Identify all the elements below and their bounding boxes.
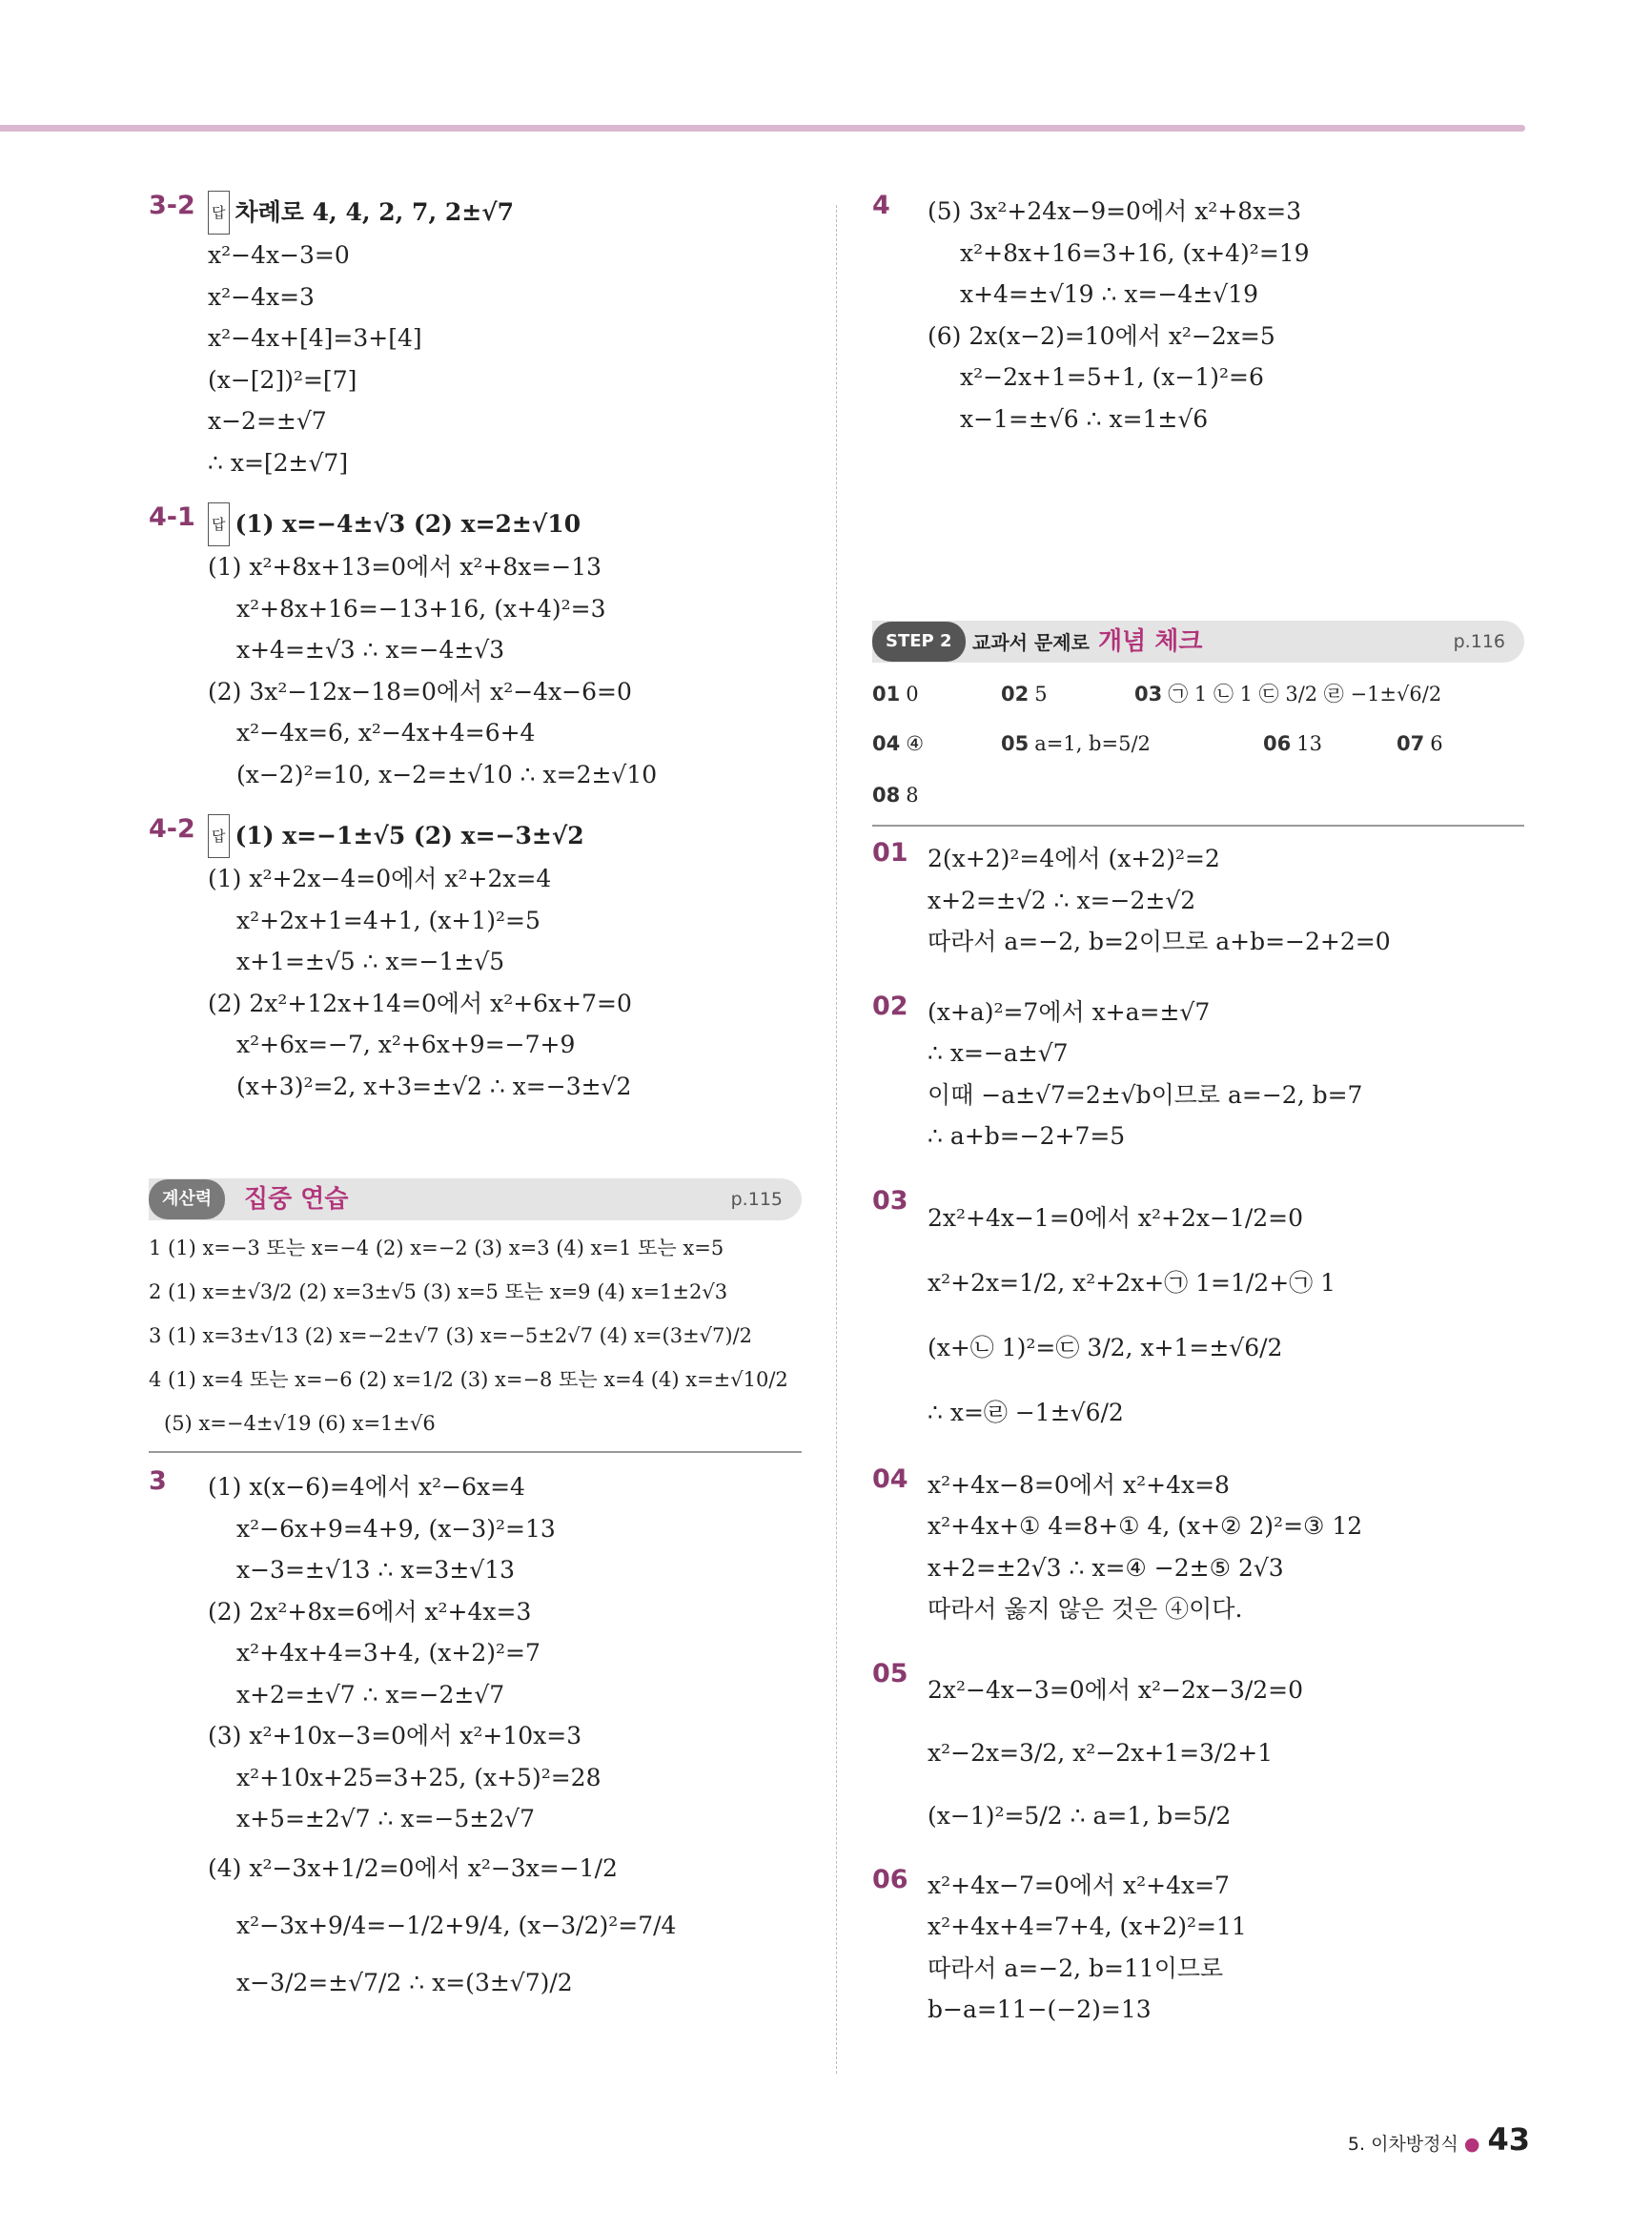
- solution-line: x²−6x+9=4+9, (x−3)²=13: [236, 1514, 556, 1543]
- solution-line: x²+6x=−7, x²+6x+9=−7+9: [236, 1031, 576, 1058]
- solution-line: (2) 3x²−12x−18=0에서 x²−4x−6=0: [208, 677, 632, 706]
- drill-row: 2 (1) x=±√3/2 (2) x=3±√5 (3) x=5 또는 x=9 (4) x=1±2√3: [149, 1280, 728, 1303]
- problem-number: 3-2: [149, 191, 195, 220]
- solution-number: 01: [872, 838, 908, 868]
- solution-line: (6) 2x(x−2)=10에서 x²−2x=5: [928, 321, 1275, 350]
- solution-line: 따라서 a=−2, b=2이므로 a+b=−2+2=0: [928, 928, 1391, 955]
- left-column: [149, 191, 802, 2012]
- solution-line: (x−1)²=5/2 ∴ a=1, b=5/2: [928, 1801, 1232, 1830]
- column-divider: [836, 205, 837, 2074]
- section-header-practice: [149, 1178, 802, 1220]
- answer-03: 03 ㉠ 1 ㉡ 1 ㉢ 3/2 ㉣ −1±√6/2: [1134, 683, 1442, 706]
- solution-line: x²−4x=6, x²−4x+4=6+4: [236, 719, 536, 747]
- answer-text: (1) x=−1±√5 (2) x=−3±√2: [235, 822, 584, 849]
- problem-4-1: [149, 502, 802, 795]
- solution-line: x²+10x+25=3+25, (x+5)²=28: [236, 1763, 602, 1791]
- solution-line: x²−4x=3: [208, 282, 315, 311]
- solution-number: 06: [872, 1864, 908, 1894]
- answer-08: 08 8: [872, 784, 919, 807]
- solution-04: [872, 1464, 1524, 1630]
- drill-row: 3 (1) x=3±√13 (2) x=−2±√7 (3) x=−5±2√7 (4) x=(3±√7)/2: [149, 1324, 753, 1347]
- problem-number: 4-2: [149, 814, 195, 844]
- drill-answers: [149, 1226, 802, 1445]
- solution-line: 이때 −a±√7=2±√b이므로 a=−2, b=7: [928, 1080, 1363, 1109]
- solution-line: x²−2x+1=5+1, (x−1)²=6: [960, 363, 1264, 391]
- solution-line: (x+3)²=2, x+3=±√2 ∴ x=−3±√2: [236, 1072, 632, 1100]
- answer-07: 07 6: [1397, 732, 1443, 755]
- section-title-main: 개념 체크: [1097, 627, 1203, 656]
- solution-line: x+1=±√5 ∴ x=−1±√5: [236, 948, 505, 975]
- solution-line: x²+4x−8=0에서 x²+4x=8: [928, 1470, 1230, 1499]
- step-badge: STEP 2: [872, 622, 966, 662]
- problem-number: 4-1: [149, 502, 195, 532]
- solution-line: x+4=±√3 ∴ x=−4±√3: [236, 636, 505, 664]
- solution-line: (x−2)²=10, x−2=±√10 ∴ x=2±√10: [236, 760, 658, 788]
- quick-answers: [872, 672, 1524, 825]
- solution-line: b−a=11−(−2)=13: [928, 1995, 1152, 2023]
- solution-line: (x+a)²=7에서 x+a=±√7: [928, 997, 1211, 1026]
- solution-line: x²+4x+① 4=8+① 4, (x+② 2)²=③ 12: [928, 1512, 1363, 1540]
- solution-line: x+5=±2√7 ∴ x=−5±2√7: [236, 1805, 535, 1832]
- section-rule: [872, 825, 1524, 827]
- solution-line: 2x²+4x−1=0에서 x²+2x−1/2=0: [928, 1203, 1304, 1232]
- solution-line: x²−2x=3/2, x²−2x+1=3/2+1: [928, 1738, 1274, 1767]
- solution-number: 03: [872, 1185, 908, 1216]
- answer-01: 01 0: [872, 683, 919, 706]
- section-rule: [149, 1451, 802, 1453]
- answer-line: [208, 502, 802, 546]
- problem-4-cont: [872, 191, 1524, 440]
- solution-line: x²+4x+4=7+4, (x+2)²=11: [928, 1913, 1247, 1940]
- drill-row: (5) x=−4±√19 (6) x=1±√6: [164, 1412, 436, 1435]
- answer-line: [208, 814, 802, 858]
- solution-line: (x−[2])²=[7]: [208, 365, 357, 394]
- problem-number: 3: [149, 1466, 167, 1496]
- right-column: [872, 191, 1524, 2031]
- section-title: [972, 621, 1202, 664]
- answer-tag: 답: [208, 191, 230, 235]
- solution-03: [872, 1186, 1524, 1445]
- solution-line: x−3/2=±√7/2 ∴ x=(3±√7)/2: [236, 1968, 573, 1996]
- solution-line: 따라서 a=−2, b=11이므로: [928, 1954, 1224, 1982]
- problem-3-2: [149, 191, 802, 483]
- footer-dot-icon: ●: [1463, 2134, 1480, 2155]
- solution-line: x+4=±√19 ∴ x=−4±√19: [960, 280, 1258, 308]
- solution-number: 04: [872, 1463, 908, 1494]
- section-page-ref: p.116: [1453, 631, 1505, 652]
- drill-row: 4 (1) x=4 또는 x=−6 (2) x=1/2 (3) x=−8 또는 x=4 (4) x=±√10/2: [149, 1368, 788, 1391]
- page-footer: [1348, 2121, 1530, 2158]
- answer-text: (1) x=−4±√3 (2) x=2±√10: [235, 510, 581, 538]
- solution-line: x²−4x+[4]=3+[4]: [208, 324, 422, 352]
- problem-4-2: [149, 814, 802, 1107]
- solution-line: (1) x(x−6)=4에서 x²−6x=4: [208, 1473, 525, 1501]
- solution-number: 05: [872, 1658, 908, 1688]
- answer-06: 06 13: [1263, 732, 1322, 755]
- section-page-ref: p.115: [730, 1189, 783, 1210]
- solution-line: x−1=±√6 ∴ x=1±√6: [960, 404, 1209, 433]
- chapter-label: 5. 이차방정식: [1347, 2134, 1458, 2155]
- solution-line: 따라서 옳지 않은 것은 ④이다.: [928, 1595, 1243, 1623]
- solution-line: x²−3x+9/4=−1/2+9/4, (x−3/2)²=7/4: [236, 1911, 677, 1939]
- solution-line: (3) x²+10x−3=0에서 x²+10x=3: [208, 1722, 582, 1749]
- solution-line: (x+㉡ 1)²=㉢ 3/2, x+1=±√6/2: [928, 1333, 1283, 1361]
- solution-line: x−2=±√7: [208, 407, 327, 435]
- solution-line: (1) x²+2x−4=0에서 x²+2x=4: [208, 865, 552, 892]
- solution-number: 02: [872, 991, 908, 1021]
- solution-line: x²+8x+16=3+16, (x+4)²=19: [960, 238, 1310, 267]
- solution-line: x+2=±2√3 ∴ x=④ −2±⑤ 2√3: [928, 1553, 1284, 1582]
- answer-05: 05 a=1, b=5/2: [1001, 732, 1151, 755]
- solution-line: x²+4x+4=3+4, (x+2)²=7: [236, 1639, 540, 1667]
- answer-tag: 답: [208, 502, 230, 546]
- solution-line: (1) x²+8x+13=0에서 x²+8x=−13: [208, 553, 602, 581]
- solution-01: [872, 838, 1524, 963]
- top-accent-bar: [0, 125, 1525, 132]
- section-title-prefix: 교과서 문제로: [972, 631, 1090, 654]
- drill-row: 1 (1) x=−3 또는 x=−4 (2) x=−2 (3) x=3 (4) x=1 또는 x=5: [149, 1237, 724, 1259]
- solution-line: ∴ x=[2±√7]: [208, 448, 349, 477]
- solution-06: [872, 1865, 1524, 2031]
- solution-05: [872, 1659, 1524, 1848]
- answer-text: 차례로 4, 4, 2, 7, 2±√7: [235, 198, 515, 226]
- solution-line: (4) x²−3x+1/2=0에서 x²−3x=−1/2: [208, 1853, 618, 1882]
- section-title: 집중 연습: [244, 1185, 349, 1214]
- solution-line: (2) 2x²+8x=6에서 x²+4x=3: [208, 1597, 532, 1626]
- answer-04: 04 ④: [872, 732, 925, 755]
- solution-line: x+2=±√7 ∴ x=−2±√7: [236, 1680, 505, 1708]
- solution-line: ∴ a+b=−2+7=5: [928, 1122, 1126, 1150]
- solution-02: [872, 992, 1524, 1157]
- answer-line: [208, 191, 802, 235]
- solution-line: x²+4x−7=0에서 x²+4x=7: [928, 1871, 1230, 1899]
- answer-tag: 답: [208, 814, 230, 858]
- solution-line: x−3=±√13 ∴ x=3±√13: [236, 1556, 516, 1584]
- solution-line: ∴ x=−a±√7: [928, 1039, 1069, 1067]
- solution-line: (5) 3x²+24x−9=0에서 x²+8x=3: [928, 197, 1302, 225]
- problem-number: 4: [872, 191, 890, 220]
- solution-line: x²+2x=1/2, x²+2x+㉠ 1=1/2+㉠ 1: [928, 1268, 1336, 1297]
- solution-line: 2(x+2)²=4에서 (x+2)²=2: [928, 845, 1220, 872]
- solution-line: (2) 2x²+12x+14=0에서 x²+6x+7=0: [208, 989, 632, 1017]
- solution-line: x²+8x+16=−13+16, (x+4)²=3: [236, 594, 606, 623]
- section-badge: 계산력: [149, 1179, 225, 1219]
- section-header-step2: [872, 621, 1524, 663]
- answer-02: 02 5: [1001, 683, 1048, 706]
- solution-line: x²−4x−3=0: [208, 241, 350, 269]
- solution-line: 2x²−4x−3=0에서 x²−2x−3/2=0: [928, 1675, 1304, 1704]
- page-number: 43: [1487, 2121, 1530, 2158]
- solution-line: ∴ x=㉣ −1±√6/2: [928, 1398, 1124, 1426]
- solution-line: x²+2x+1=4+1, (x+1)²=5: [236, 906, 540, 934]
- problem-3: [149, 1466, 802, 2012]
- solution-line: x+2=±√2 ∴ x=−2±√2: [928, 886, 1196, 914]
